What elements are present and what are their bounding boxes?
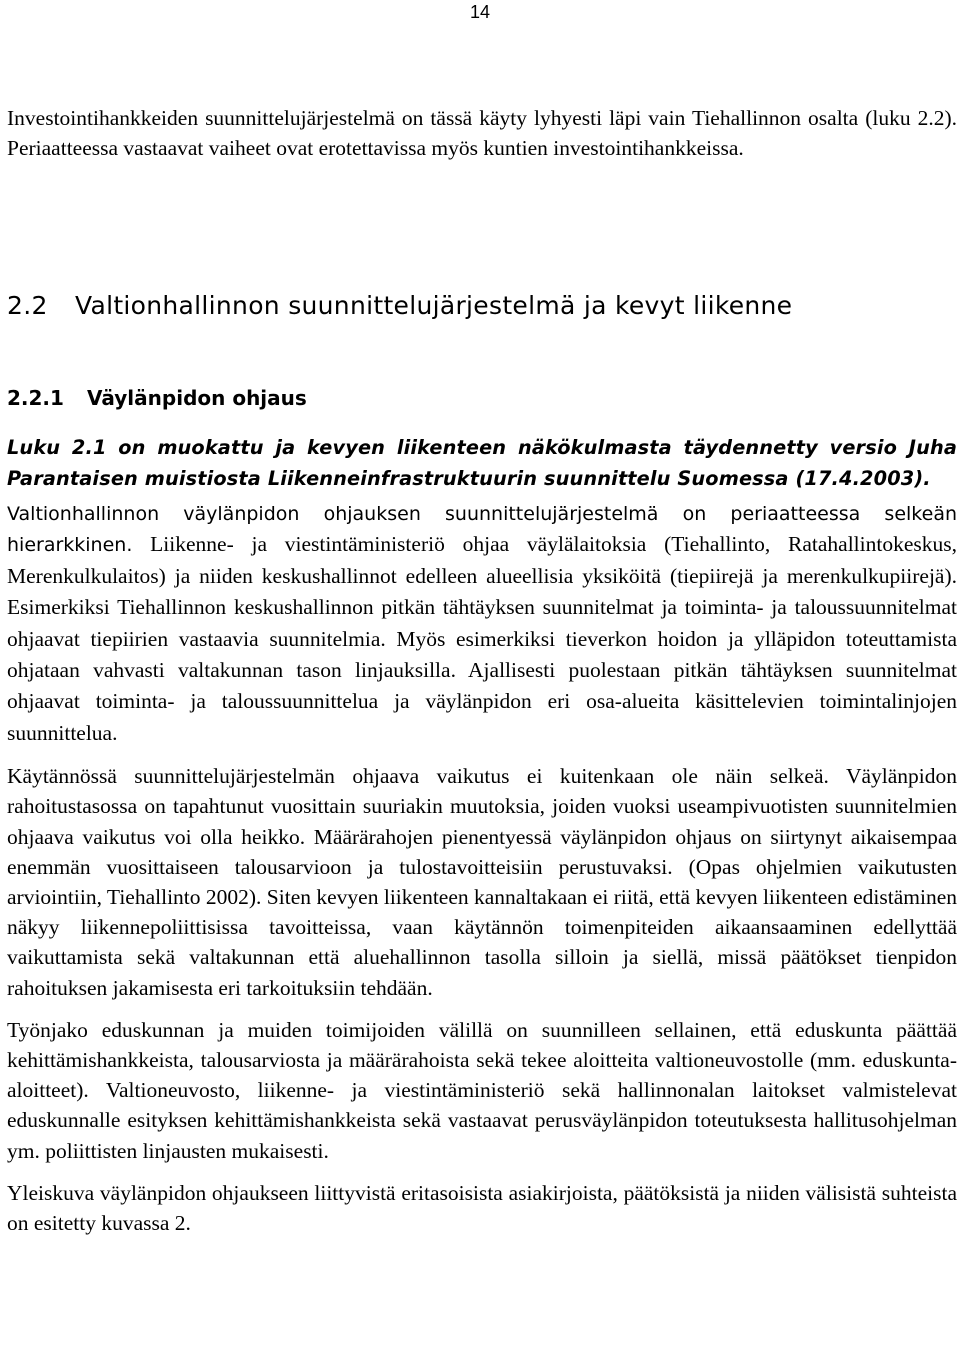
source-note: Luku 2.1 on muokattu ja kevyen liikenteen näkökulmasta täydennetty versio Juha Parantaisen muistiosta Liikenneinfrastruktuurin suunnittelu Suomessa (17.4.2003). [7, 436, 957, 490]
section-number: 2.2 [7, 291, 48, 320]
paragraph-1 [7, 499, 957, 749]
section-title: Valtionhallinnon suunnittelujärjestelmä ja kevyt liikenne [75, 291, 793, 320]
section-heading [7, 291, 792, 320]
paragraph-1-rest: Liikenne- ja viestintäministeriö ohjaa väylälaitoksia (Tiehallinto, Ratahallintokeskus, Merenkulkulaitos) ja niiden keskushallinnot edelleen alueellisia yksiköitä (tiepiirejä ja merenkulkupiirejä). Esimerkiksi Tiehallinnon keskushallinnon pitkän tähtäyksen suunnitelmat ja toiminta- ja taloussuunnitelmat ohjaavat tiepiirien vastaavia suunnitelmia. Myös esimerkiksi tieverkon hoidon ja ylläpidon toteuttamista ohjataan vahvasti valtakunnan tason linjauksilla. Ajallisesti puolestaan pitkän tähtäyksen suunnitelmat ohjaavat toiminta- ja taloussuunnittelua ja väylänpidon eri osa-alueita käsittelevien toimintalinjojen suunnittelua. [7, 532, 957, 745]
document-page [7, 103, 957, 1236]
body-text [7, 499, 957, 1238]
subsection-title: Väylänpidon ohjaus [87, 386, 307, 410]
subsection-number: 2.2.1 [7, 386, 64, 410]
paragraph-4: Yleiskuva väylänpidon ohjaukseen liittyvistä eritasoisista asiakirjoista, päätöksistä ja niiden välisistä suhteista on esitetty kuvassa 2. [7, 1180, 957, 1236]
paragraph-3: Työnjako eduskunnan ja muiden toimijoiden välillä on suunnilleen sellainen, että eduskunta päättää kehittämishankkeista, talousarviosta ja määrärahoista sekä tekee aloitteita valtioneuvostolle (mm. eduskunta-aloitteet). Valtioneuvosto, liikenne- ja viestintäministeriö sekä hallinnonalan laitokset valmistelevat eduskunnalle esityksen kehittämishankkeista sekä vastaavat perusväylänpidon toteutuksesta hallitusohjelman ym. poliittisten linjausten mukaisesti. [7, 1017, 957, 1163]
intro-paragraph: Investointihankkeiden suunnittelujärjestelmä on tässä käyty lyhyesti läpi vain Tiehallinnon osalta (luku 2.2). Periaatteessa vastaavat vaiheet ovat erotettavissa myös kuntien investointihankkeissa. [7, 106, 957, 161]
page-number: 14 [470, 2, 491, 22]
paragraph-1-lead: Valtionhallinnon väylänpidon ohjauksen suunnittelujärjestelmä on periaatteessa selkeän hierarkkinen. [7, 503, 957, 557]
subsection-heading [7, 386, 307, 410]
paragraph-2: Käytännössä suunnittelujärjestelmän ohjaava vaikutus ei kuitenkaan ole näin selkeä. Väylänpidon rahoitustasossa on tapahtunut vuosittain suuriakin muutoksia, joiden vuoksi useampivuotisten suunnitelmien ohjaava vaikutus voi olla heikko. Määrärahojen pienentyessä väylänpidon ohjaus on siirtynyt aikaisempaa enemmän vuosittaiseen talousarvioon ja tulostavoitteisiin perustuvaksi. (Opas ohjelmien vaikutusten arviointiin, Tiehallinto 2002). Siten kevyen liikenteen kannaltakaan ei riitä, että kevyen liikenteen edistäminen näkyy liikennepoliittisissa tavoitteissa, vaan käytännön toimenpiteiden aikaansaaminen edellyttää vaikuttamista sekä valtakunnan että aluehallinnon tasolla silloin ja siellä, missä päätökset tienpidon rahoituksen jakamisesta eri tarkoituksiin tehdään. [7, 764, 957, 1000]
